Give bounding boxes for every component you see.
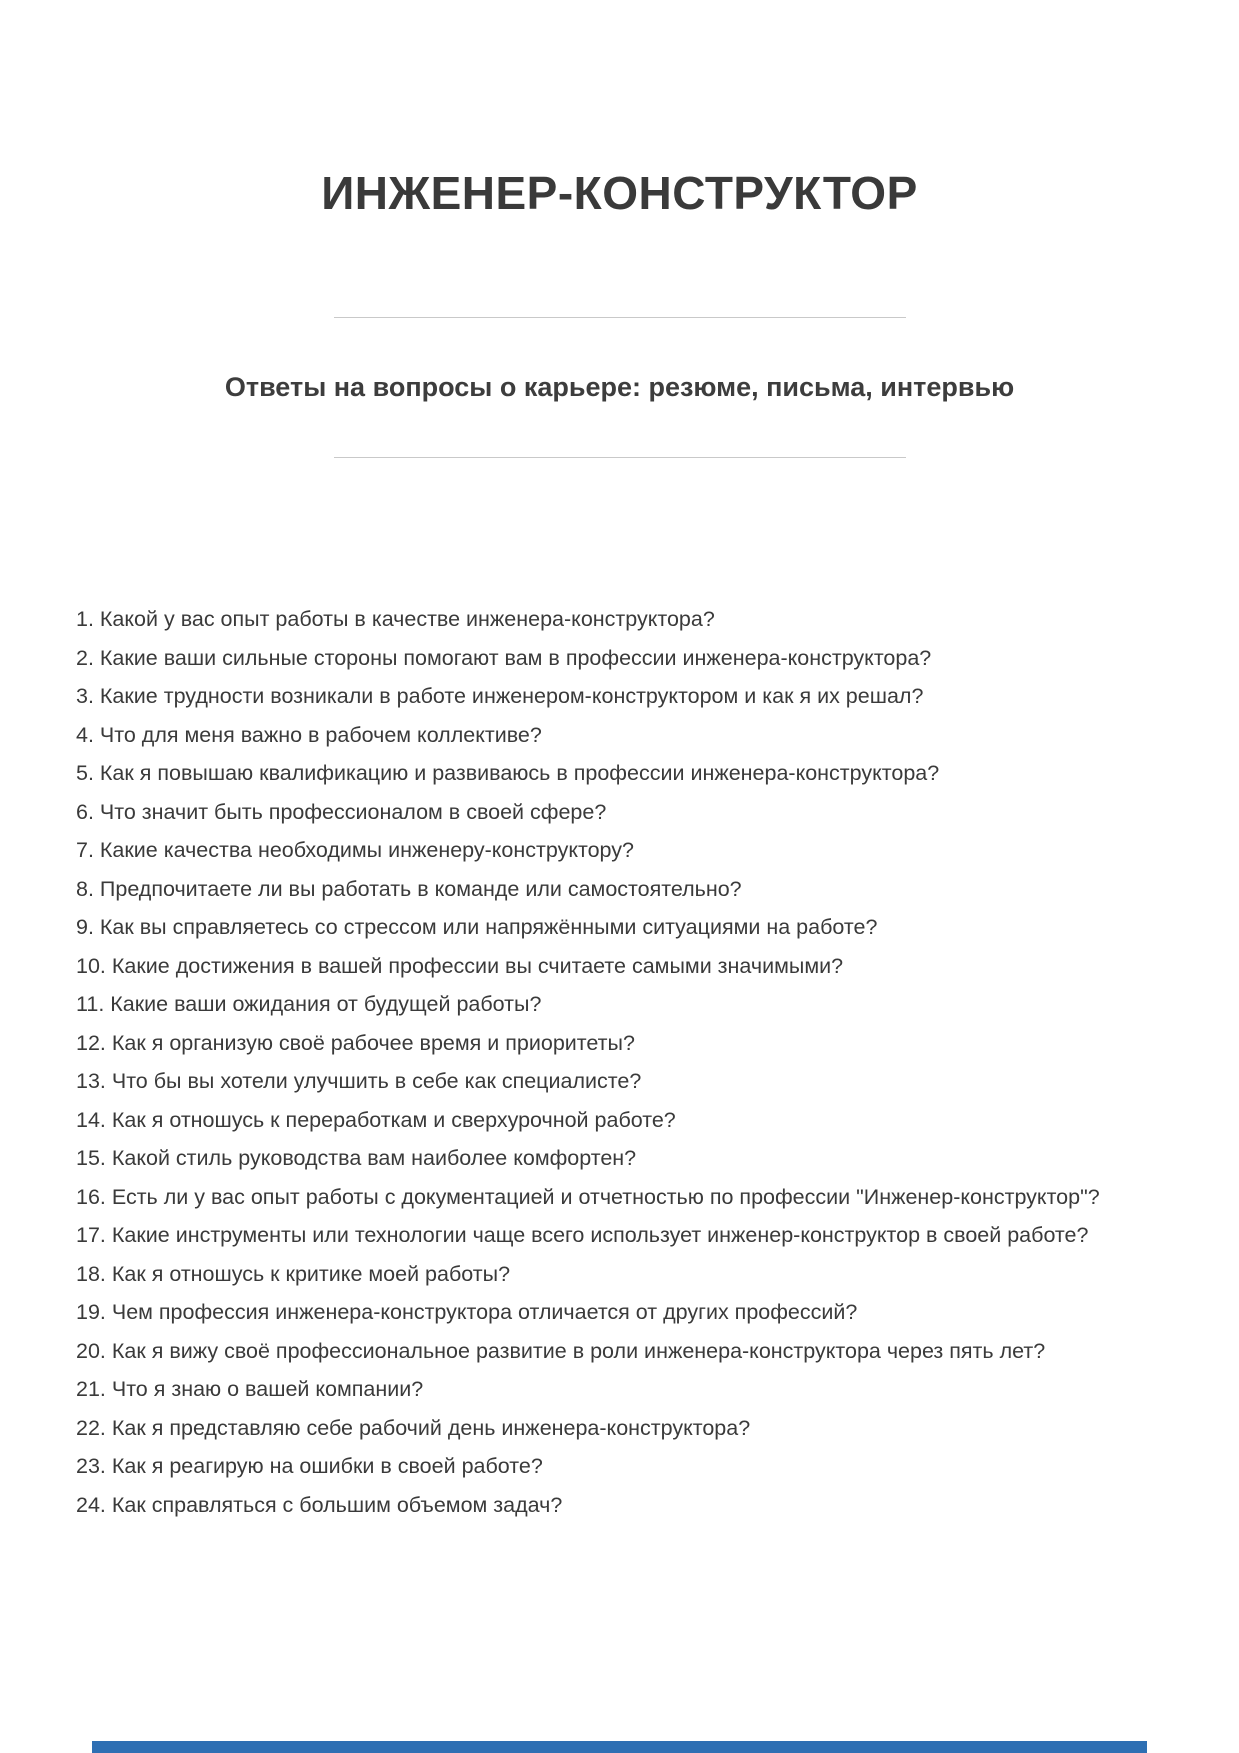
divider-top xyxy=(334,317,906,318)
page-subtitle: Ответы на вопросы о карьере: резюме, письма, интервью xyxy=(224,372,1015,402)
question-item: 4. Что для меня важно в рабочем коллективе? xyxy=(76,722,542,747)
question-item: 8. Предпочитаете ли вы работать в команде или самостоятельно? xyxy=(76,876,742,901)
question-item: 2. Какие ваши сильные стороны помогают вам в профессии инженера-конструктора? xyxy=(76,645,932,670)
question-item: 17. Какие инструменты или технологии чаще всего использует инженер-конструктор в своей работе? xyxy=(76,1223,1089,1247)
question-item: 1. Какой у вас опыт работы в качестве инженера-конструктора? xyxy=(76,607,715,631)
footer-accent-bar xyxy=(92,1741,1147,1753)
question-item: 15. Какой стиль руководства вам наиболее комфортен? xyxy=(76,1146,637,1170)
question-item: 5. Как я повышаю квалификацию и развиваюсь в профессии инженера-конструктора? xyxy=(76,761,940,785)
question-item: 11. Какие ваши ожидания от будущей работы? xyxy=(76,992,542,1016)
question-item: 22. Как я представляю себе рабочий день инженера-конструктора? xyxy=(76,1415,751,1440)
question-item: 23. Как я реагирую на ошибки в своей работе? xyxy=(76,1454,543,1478)
question-item: 12. Как я организую своё рабочее время и приоритеты? xyxy=(76,1030,635,1055)
question-item: 19. Чем профессия инженера-конструктора отличается от других профессий? xyxy=(76,1300,858,1324)
divider-bottom xyxy=(334,457,906,458)
question-item: 24. Как справляться с большим объемом задач? xyxy=(76,1492,563,1517)
question-list xyxy=(76,600,1163,1524)
question-item: 16. Есть ли у вас опыт работы с документацией и отчетностью по профессии "Инженер-конструктор"? xyxy=(76,1184,1100,1209)
page-title: ИНЖЕНЕР-КОНСТРУКТОР xyxy=(321,167,918,219)
question-item: 21. Что я знаю о вашей компании? xyxy=(76,1377,424,1401)
question-item: 13. Что бы вы хотели улучшить в себе как специалисте? xyxy=(76,1069,642,1093)
question-item: 20. Как я вижу своё профессиональное развитие в роли инженера-конструктора через пять лет? xyxy=(76,1338,1046,1363)
question-item: 10. Какие достижения в вашей профессии вы считаете самыми значимыми? xyxy=(76,953,844,978)
question-item: 3. Какие трудности возникали в работе инженером-конструктором и как я их решал? xyxy=(76,684,924,708)
question-item: 7. Какие качества необходимы инженеру-конструктору? xyxy=(76,838,634,862)
question-item: 14. Как я отношусь к переработкам и сверхурочной работе? xyxy=(76,1107,676,1132)
question-item: 9. Как вы справляетесь со стрессом или напряжёнными ситуациями на работе? xyxy=(76,915,878,939)
question-item: 18. Как я отношусь к критике моей работы? xyxy=(76,1261,511,1286)
question-item: 6. Что значит быть профессионалом в своей сфере? xyxy=(76,799,607,824)
